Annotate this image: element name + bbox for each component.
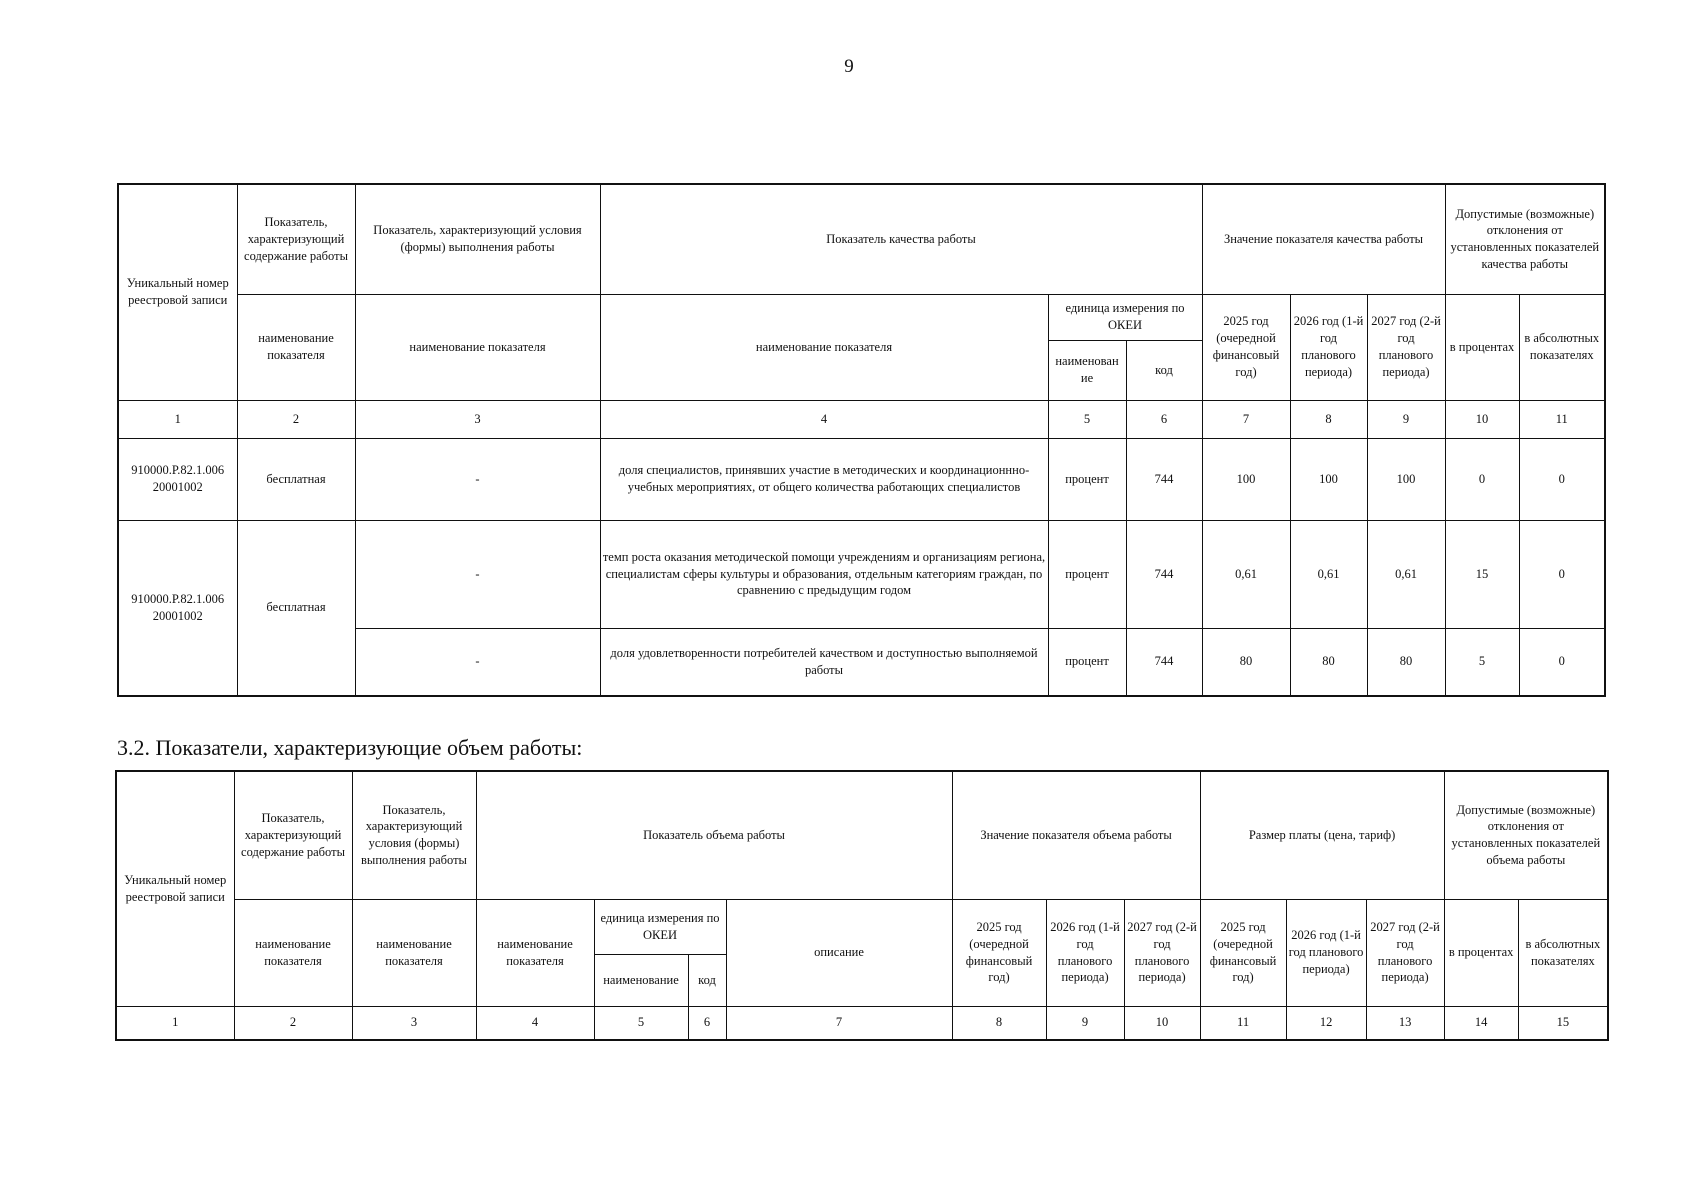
column-number: 1 (118, 400, 237, 438)
column-number: 4 (476, 1006, 594, 1040)
column-number: 9 (1367, 400, 1445, 438)
header-indicator-name: наименование показателя (355, 294, 600, 400)
header-in-absolute: в абсолютных показателях (1519, 294, 1605, 400)
header-year-2025: 2025 год (очередной финансовый год) (952, 899, 1046, 1006)
column-number: 5 (594, 1006, 688, 1040)
column-number: 3 (352, 1006, 476, 1040)
column-number: 11 (1519, 400, 1605, 438)
deviation-absolute: 0 (1519, 438, 1605, 520)
header-okei-name: наименован ие (1048, 340, 1126, 400)
header-content-indicator: Показатель, характеризующий содержание работы (237, 184, 355, 294)
column-number: 9 (1046, 1006, 1124, 1040)
header-indicator-name: наименование показателя (600, 294, 1048, 400)
header-year-2026: 2026 год (1-й год планового периода) (1046, 899, 1124, 1006)
header-fee-2026: 2026 год (1-й год планового периода) (1286, 899, 1366, 1006)
value-2025: 100 (1202, 438, 1290, 520)
value-2027: 0,61 (1367, 520, 1445, 628)
indicator-name: доля удовлетворенности потребителей качеством и доступностью выполняемой работы (600, 628, 1048, 696)
header-volume-value: Значение показателя объема работы (952, 771, 1200, 899)
header-in-absolute: в абсолютных показателях (1518, 899, 1608, 1006)
column-number: 5 (1048, 400, 1126, 438)
deviation-percent: 5 (1445, 628, 1519, 696)
deviation-percent: 0 (1445, 438, 1519, 520)
indicator-name: темп роста оказания методической помощи учреждениям и организациям региона, специалистам сферы культуры и образования, отдельным категориям граждан, по сравнению с предыдущим годом (600, 520, 1048, 628)
unit-code: 744 (1126, 438, 1202, 520)
column-number: 8 (1290, 400, 1367, 438)
content-value: бесплатная (237, 520, 355, 696)
column-number: 4 (600, 400, 1048, 438)
column-number: 12 (1286, 1006, 1366, 1040)
header-year-2027: 2027 год (2-й год планового периода) (1124, 899, 1200, 1006)
header-okei-name: наименование (594, 954, 688, 1006)
volume-indicators-table (115, 770, 1609, 1041)
column-number: 10 (1124, 1006, 1200, 1040)
column-number: 7 (1202, 400, 1290, 438)
header-volume-indicator: Показатель объема работы (476, 771, 952, 899)
column-number: 8 (952, 1006, 1046, 1040)
content-value: бесплатная (237, 438, 355, 520)
value-2026: 80 (1290, 628, 1367, 696)
column-number: 15 (1518, 1006, 1608, 1040)
value-2026: 100 (1290, 438, 1367, 520)
header-conditions-indicator: Показатель, характеризующий условия (формы) выполнения работы (355, 184, 600, 294)
header-allowed-deviations: Допустимые (возможные) отклонения от установленных показателей объема работы (1444, 771, 1608, 899)
unit-name: процент (1048, 520, 1126, 628)
header-allowed-deviations: Допустимые (возможные) отклонения от установленных показателей качества работы (1445, 184, 1605, 294)
column-number: 13 (1366, 1006, 1444, 1040)
header-okei-code: код (688, 954, 726, 1006)
column-number: 14 (1444, 1006, 1518, 1040)
column-numbers-row (118, 400, 1605, 438)
registry-number: 910000.Р.82.1.006 20001002 (118, 520, 237, 696)
section-title: 3.2. Показатели, характеризующие объем работы: (117, 735, 583, 760)
header-quality-indicator: Показатель качества работы (600, 184, 1202, 294)
unit-name: процент (1048, 628, 1126, 696)
column-number: 3 (355, 400, 600, 438)
header-year-2027: 2027 год (2-й год планового периода) (1367, 294, 1445, 400)
registry-number: 910000.Р.82.1.006 20001002 (118, 438, 237, 520)
header-quality-value: Значение показателя качества работы (1202, 184, 1445, 294)
header-conditions-indicator: Показатель, характеризующий условия (формы) выполнения работы (352, 771, 476, 899)
header-fee: Размер платы (цена, тариф) (1200, 771, 1444, 899)
header-content-indicator: Показатель, характеризующий содержание работы (234, 771, 352, 899)
value-2025: 80 (1202, 628, 1290, 696)
condition-value: - (355, 438, 600, 520)
value-2025: 0,61 (1202, 520, 1290, 628)
header-okei-unit: единица измерения по ОКЕИ (1048, 294, 1202, 340)
column-number: 1 (116, 1006, 234, 1040)
header-year-2025: 2025 год (очередной финансовый год) (1202, 294, 1290, 400)
header-year-2026: 2026 год (1-й год планового периода) (1290, 294, 1367, 400)
value-2027: 80 (1367, 628, 1445, 696)
header-indicator-name: наименование показателя (234, 899, 352, 1006)
column-number: 6 (1126, 400, 1202, 438)
header-fee-2025: 2025 год (очередной финансовый год) (1200, 899, 1286, 1006)
table-row (118, 520, 1605, 628)
unit-name: процент (1048, 438, 1126, 520)
header-in-percent: в процентах (1444, 899, 1518, 1006)
unit-code: 744 (1126, 520, 1202, 628)
indicator-name: доля специалистов, принявших участие в методических и координационнно-учебных мероприятиях, от общего количества работающих специалистов (600, 438, 1048, 520)
condition-value: - (355, 628, 600, 696)
header-indicator-name: наименование показателя (476, 899, 594, 1006)
column-number: 2 (237, 400, 355, 438)
table-row (118, 438, 1605, 520)
deviation-absolute: 0 (1519, 520, 1605, 628)
page-number: 9 (844, 56, 854, 77)
column-numbers-row (116, 1006, 1608, 1040)
value-2026: 0,61 (1290, 520, 1367, 628)
header-in-percent: в процентах (1445, 294, 1519, 400)
column-number: 7 (726, 1006, 952, 1040)
column-number: 11 (1200, 1006, 1286, 1040)
column-number: 10 (1445, 400, 1519, 438)
deviation-percent: 15 (1445, 520, 1519, 628)
quality-indicators-table (117, 183, 1606, 697)
deviation-absolute: 0 (1519, 628, 1605, 696)
header-okei-code: код (1126, 340, 1202, 400)
header-okei-unit: единица измерения по ОКЕИ (594, 899, 726, 954)
header-registry-number: Уникальный номер реестровой записи (116, 771, 234, 1006)
header-indicator-name: наименование показателя (352, 899, 476, 1006)
column-number: 6 (688, 1006, 726, 1040)
header-indicator-name: наименование показателя (237, 294, 355, 400)
header-registry-number: Уникальный номер реестровой записи (118, 184, 237, 400)
header-fee-2027: 2027 год (2-й год планового периода) (1366, 899, 1444, 1006)
condition-value: - (355, 520, 600, 628)
value-2027: 100 (1367, 438, 1445, 520)
unit-code: 744 (1126, 628, 1202, 696)
header-description: описание (726, 899, 952, 1006)
column-number: 2 (234, 1006, 352, 1040)
